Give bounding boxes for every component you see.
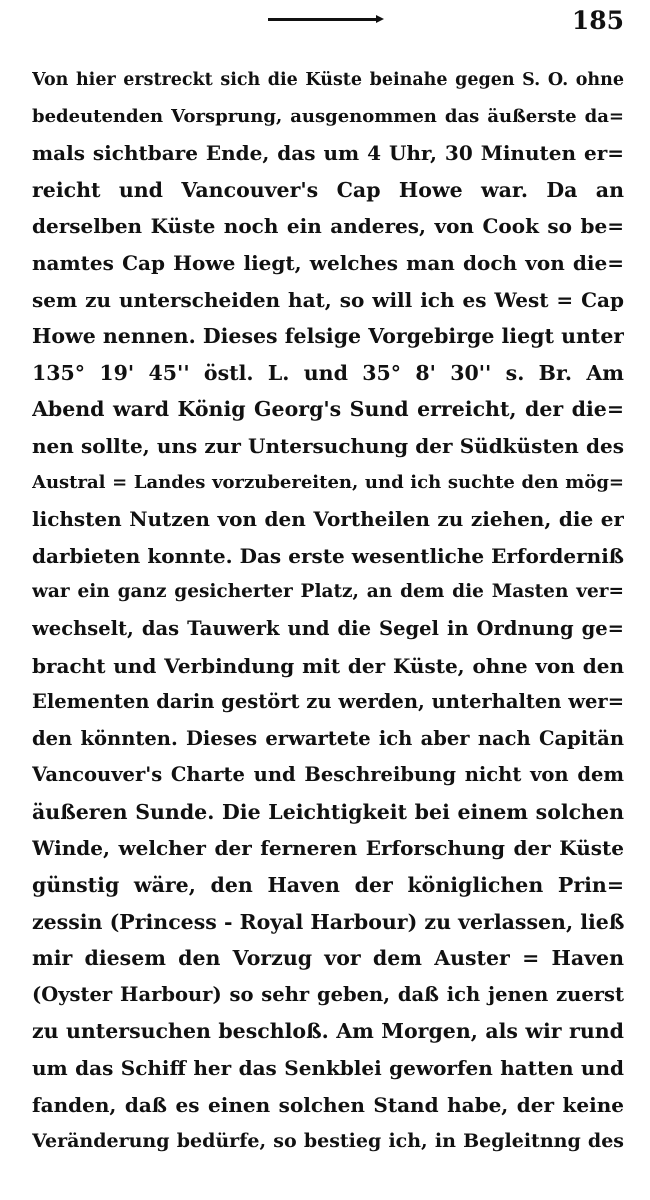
text-line: Howe nennen. Dieses felsige Vorgebirge liegt unter xyxy=(32,324,624,349)
text-line: war ein ganz gesicherter Platz, an dem die Masten ver= xyxy=(32,581,624,603)
text-line: bracht und Verbindung mit der Küste, ohne von den xyxy=(32,653,624,678)
text-line: den könnten. Dieses erwartete ich aber nach Capitän xyxy=(32,726,624,750)
text-line: sem zu unterscheiden hat, so will ich es West = Cap xyxy=(32,287,624,312)
text-line: Veränderung bedürfe, so bestieg ich, in Begleitnng des xyxy=(32,1130,624,1153)
text-line: bedeutenden Vorsprung, ausgenommen das äußerste da= xyxy=(32,105,624,127)
text-line: wechselt, das Tauwerk und die Segel in Ordnung ge= xyxy=(32,616,624,640)
text-line: Elementen darin gestört zu werden, unterhalten wer= xyxy=(32,690,624,714)
text-line: 135° 19' 45'' östl. L. und 35° 8' 30'' s. Br. Am xyxy=(32,360,624,385)
text-line: zessin (Princess - Royal Harbour) zu verlassen, ließ xyxy=(32,909,624,934)
text-line: darbieten konnte. Das erste wesentliche Erforderniß xyxy=(32,543,624,568)
text-line: Austral = Landes vorzubereiten, und ich suchte den mög= xyxy=(32,471,624,493)
text-line: äußeren Sunde. Die Leichtigkeit bei einem solchen xyxy=(32,799,624,824)
text-line: mir diesem den Vorzug vor dem Auster = Haven xyxy=(32,946,624,971)
text-line: günstig wäre, den Haven der königlichen Prin= xyxy=(32,873,624,898)
text-line: um das Schiff her das Senkblei geworfen hatten und xyxy=(32,1056,624,1081)
text-line: namtes Cap Howe liegt, welches man doch von die= xyxy=(32,250,624,275)
text-line: (Oyster Harbour) so sehr geben, daß ich jenen zuerst xyxy=(32,982,624,1006)
text-line: fanden, daß es einen solchen Stand habe, der keine xyxy=(32,1092,624,1117)
header-ornament-rule xyxy=(268,18,378,21)
text-line: derselben Küste noch ein anderes, von Cook so be= xyxy=(32,214,624,239)
text-line: reicht und Vancouver's Cap Howe war. Da an xyxy=(32,177,624,202)
body-text xyxy=(32,62,624,1160)
text-line: Winde, welcher der ferneren Erforschung der Küste xyxy=(32,836,624,861)
page-number: 185 xyxy=(571,6,624,35)
text-line: Abend ward König Georg's Sund erreicht, der die= xyxy=(32,397,624,422)
text-line: nen sollte, uns zur Untersuchung der Südküsten des xyxy=(32,433,624,458)
text-line: Vancouver's Charte und Beschreibung nicht von dem xyxy=(32,763,624,787)
text-line: Von hier erstreckt sich die Küste beinahe gegen S. O. ohne xyxy=(32,70,624,90)
text-line: lichsten Nutzen von den Vortheilen zu ziehen, die er xyxy=(32,507,624,532)
text-line: mals sichtbare Ende, das um 4 Uhr, 30 Minuten er= xyxy=(32,141,624,166)
text-line: zu untersuchen beschloß. Am Morgen, als wir rund xyxy=(32,1019,624,1044)
